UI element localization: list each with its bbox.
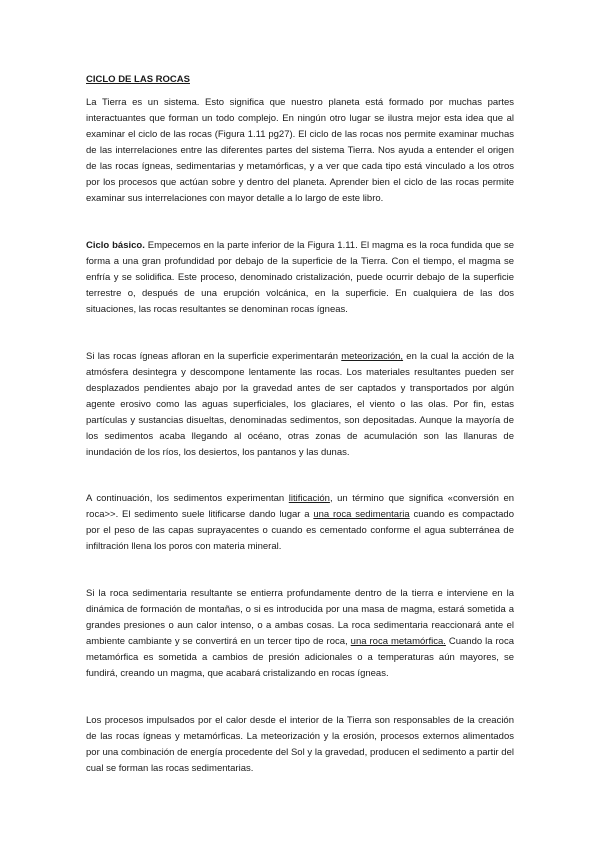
paragraph-metamorphism (86, 586, 514, 682)
paragraph-intro: La Tierra es un sistema. Esto significa que nuestro planeta está formado por muchas partes interactuantes que forman un todo complejo. En ningún otro lugar se ilustra mejor esta idea que al examinar el ciclo de las rocas (Figura 1.11 pg27). El ciclo de las rocas nos permite examinar muchas de las interrelaciones entre las diferentes partes del sistema Tierra. Nos ayuda a entender el origen de las rocas ígneas, sedimentarias y metamórficas, y a ver que cada tipo está vinculado a los otros por los procesos que actúan sobre y dentro del planeta. Aprender bien el ciclo de las rocas permite examinar sus interrelaciones con mayor detalle a lo largo de este libro. (86, 97, 514, 204)
paragraph-text: Si las rocas ígneas afloran en la superficie experimentarán (86, 351, 342, 362)
paragraph-text: A continuación, los sedimentos experimentan (86, 493, 289, 504)
paragraph-text: Cuando la roca metamórfica es sometida a cambios de presión adicionales o a temperaturas aún mayores, se fundirá, creando un magma, que acabará cristalizando en rocas ígneas. (86, 636, 514, 679)
underlined-term-roca-metamorfica: una roca metamórfica. (350, 636, 446, 647)
paragraph-weathering (86, 349, 514, 461)
paragraph-lead-bold: Ciclo básico. (86, 240, 145, 251)
paragraph-text: Empecemos en la parte inferior de la Figura 1.11. El magma es la roca fundida que se forma a una gran profundidad por debajo de la superficie de la Tierra. Con el tiempo, el magma se enfría y se solidifica. Este proceso, denominado cristalización, puede ocurrir debajo de la superficie terrestre o, después de una erupción volcánica, en la superficie. En cualquiera de las dos situaciones, las rocas resultantes se denominan rocas ígneas. (86, 240, 515, 315)
paragraph-text: Si la roca sedimentaria resultante se entierra profundamente dentro de la tierra e interviene en la dinámica de formación de montañas, o si es introducida por una masa de magma, estará sometida a grandes presiones o aun calor intenso, o a ambas cosas. La roca sedimentaria reaccionará ante el ambiente cambiante y se convertirá en un tercer tipo de roca, (86, 588, 514, 647)
document-page (86, 74, 514, 777)
paragraph-text: cuando es compactado por el peso de las capas suprayacentes o cuando es cementado conforme el agua subterránea de infiltración llena los poros con materia mineral. (86, 509, 514, 552)
paragraph-lithification (86, 491, 514, 555)
paragraph-basic-cycle (86, 238, 514, 318)
paragraph-processes: Los procesos impulsados por el calor desde el interior de la Tierra son responsables de la creación de las rocas ígneas y metamórficas. La meteorización y la erosión, procesos externos alimentados por una combinación de energía procedente del Sol y la gravedad, producen el sedimento a partir del cual se forman las rocas sedimentarias. (86, 715, 514, 774)
underlined-term-meteorizacion: meteorización, (341, 351, 404, 362)
underlined-term-roca-sedimentaria: una roca sedimentaria (313, 509, 410, 520)
paragraph-text: en la cual la acción de la atmósfera desintegra y descompone lentamente las rocas. Los materiales resultantes pueden ser desplazados pendientes abajo por la gravedad antes de ser captados y transportados por algún agente erosivo como las aguas superficiales, los glaciares, el viento o las olas. Por fin, estas partículas y sustancias disueltas, denominadas sedimentos, son depositadas. Aunque la mayoría de los sedimentos acaba llegando al océano, otras zonas de acumulación son las llanuras de inundación de los ríos, los desiertos, los pantanos y las dunas. (86, 351, 514, 458)
document-title: CICLO DE LAS ROCAS (86, 74, 190, 85)
underlined-term-litificacion: litificación (288, 493, 330, 504)
paragraph-text: , un término que significa «conversión en roca>>. El sedimento suele litificarse dando lugar a (86, 493, 515, 520)
